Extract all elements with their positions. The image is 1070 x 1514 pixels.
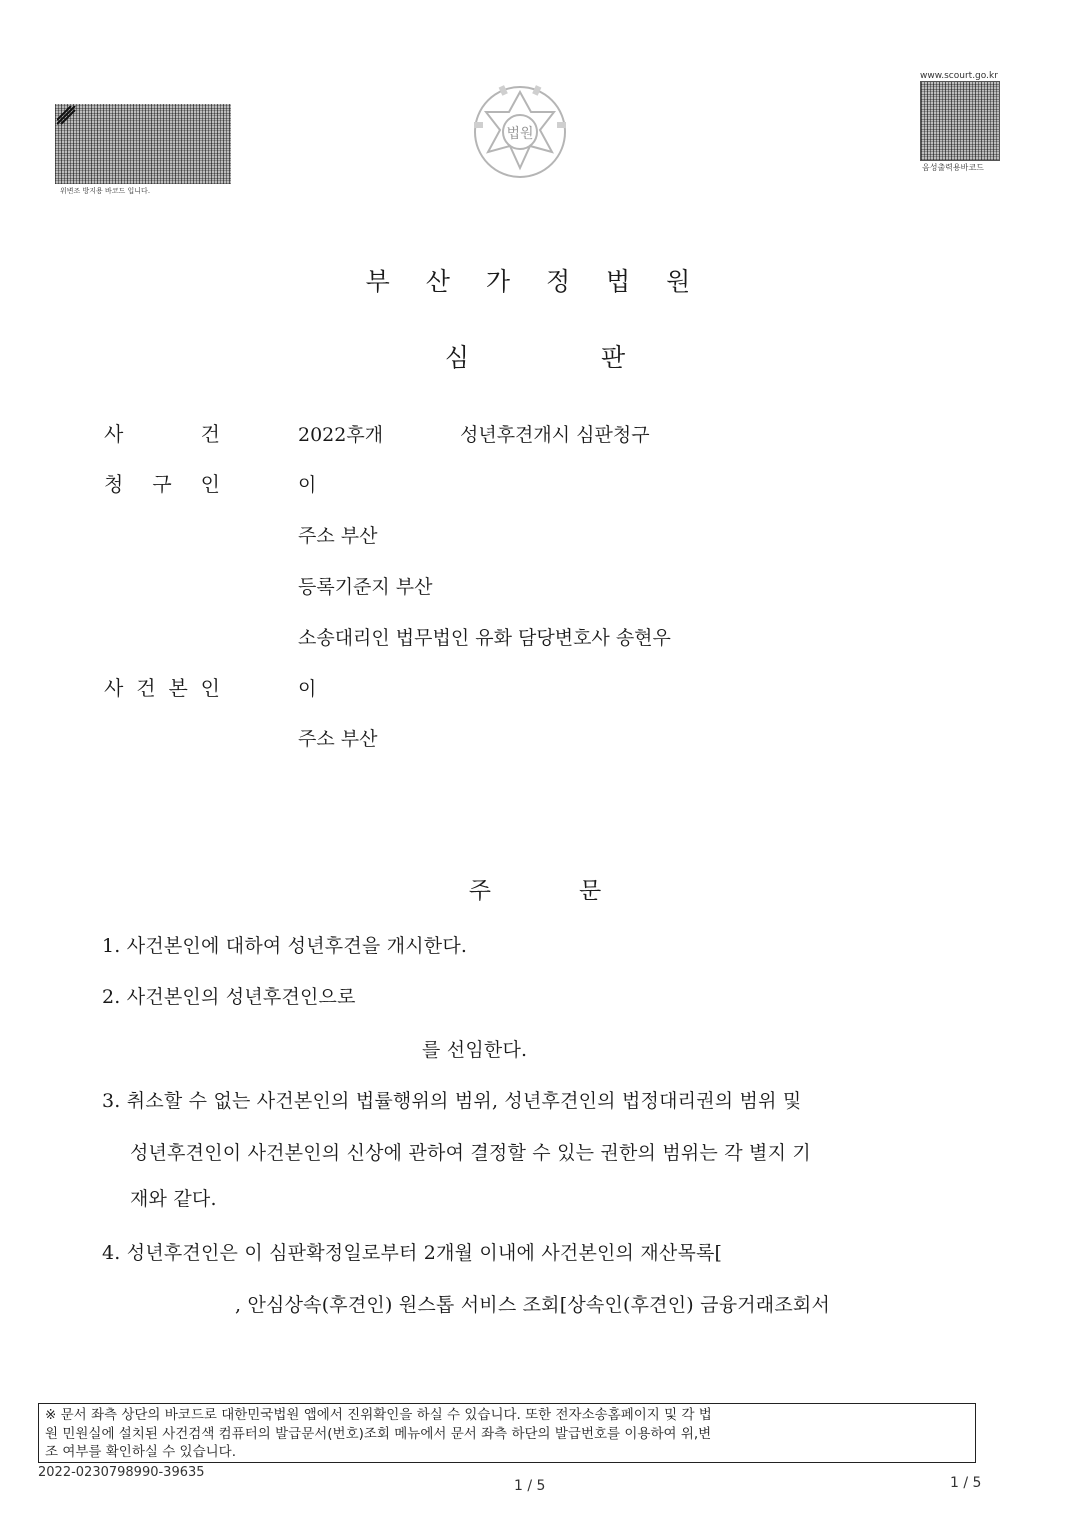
page-number-center: 1 / 5 [514, 1478, 546, 1494]
label-principal: 사 건 본 인 [104, 676, 220, 700]
site-url: www.scourt.go.kr [920, 71, 998, 81]
order-item-3-cont: 재와 같다. [130, 1188, 217, 1210]
court-name: 부 산 가 정 법 원 [365, 267, 705, 296]
anti-forgery-barcode [55, 104, 231, 184]
voice-output-barcode [921, 82, 999, 160]
court-seal-emblem [470, 82, 570, 182]
document-title [0, 338, 1070, 374]
issue-number: 2022-0230798990-39635 [38, 1465, 205, 1480]
order-item-2: 2. 사건본인의 성년후견인으로 [102, 986, 356, 1008]
section-title: 주 문 [468, 878, 602, 904]
document-title-char: 심 [444, 343, 469, 372]
verification-notice: ※ 문서 좌측 상단의 바코드로 대한민국법원 앱에서 진위확인을 하실 수 있습니다. 또한 전자소송홈페이지 및 각 법 원 민원실에 설치된 사건검색 컴퓨터의 발급문서(번호)조회 메뉴에서 문서 좌측 하단의 발급번호를 이용하여 위,변 조 여부를 확인하실 수 있습니다. [38, 1403, 976, 1463]
page-number-right: 1 / 5 [950, 1475, 982, 1491]
order-item-3: 3. 취소할 수 없는 사건본인의 법률행위의 범위, 성년후견인의 법정대리권의 범위 및 [102, 1090, 802, 1112]
case-number: 2022후개 [298, 424, 384, 446]
principal-name: 이 [298, 678, 317, 700]
order-item-2-cont: 를 선임한다. [422, 1039, 528, 1061]
order-item-3-cont: 성년후견인이 사건본인의 신상에 관하여 결정할 수 있는 권한의 범위는 각 별지 기 [130, 1142, 811, 1164]
seal-text: 법원 [506, 126, 534, 142]
principal-address: 주소 부산 [298, 728, 378, 750]
claimant-registry: 등록기준지 부산 [298, 576, 433, 598]
anti-forgery-barcode-caption: 위변조 방지용 바코드 입니다. [60, 187, 151, 195]
label-case: 사 건 [104, 422, 220, 446]
order-item-4: 4. 성년후견인은 이 심판확정일로부터 2개월 이내에 사건본인의 재산목록[ [102, 1242, 723, 1264]
claimant-attorney: 소송대리인 법무법인 유화 담당변호사 송현우 [298, 627, 671, 649]
order-item-4-cont: , 안심상속(후견인) 원스톱 서비스 조회[상속인(후견인) 금융거래조회서 [235, 1294, 831, 1316]
order-item-1: 1. 사건본인에 대하여 성년후견을 개시한다. [102, 935, 468, 957]
voice-output-barcode-caption: 음성출력용바코드 [922, 163, 984, 172]
document-title-char: 판 [601, 343, 626, 372]
label-claimant: 청 구 인 [104, 472, 220, 496]
case-name: 성년후견개시 심판청구 [460, 424, 650, 446]
claimant-address: 주소 부산 [298, 525, 378, 547]
corner-mark-icon [57, 106, 77, 126]
claimant-name: 이 [298, 474, 317, 496]
